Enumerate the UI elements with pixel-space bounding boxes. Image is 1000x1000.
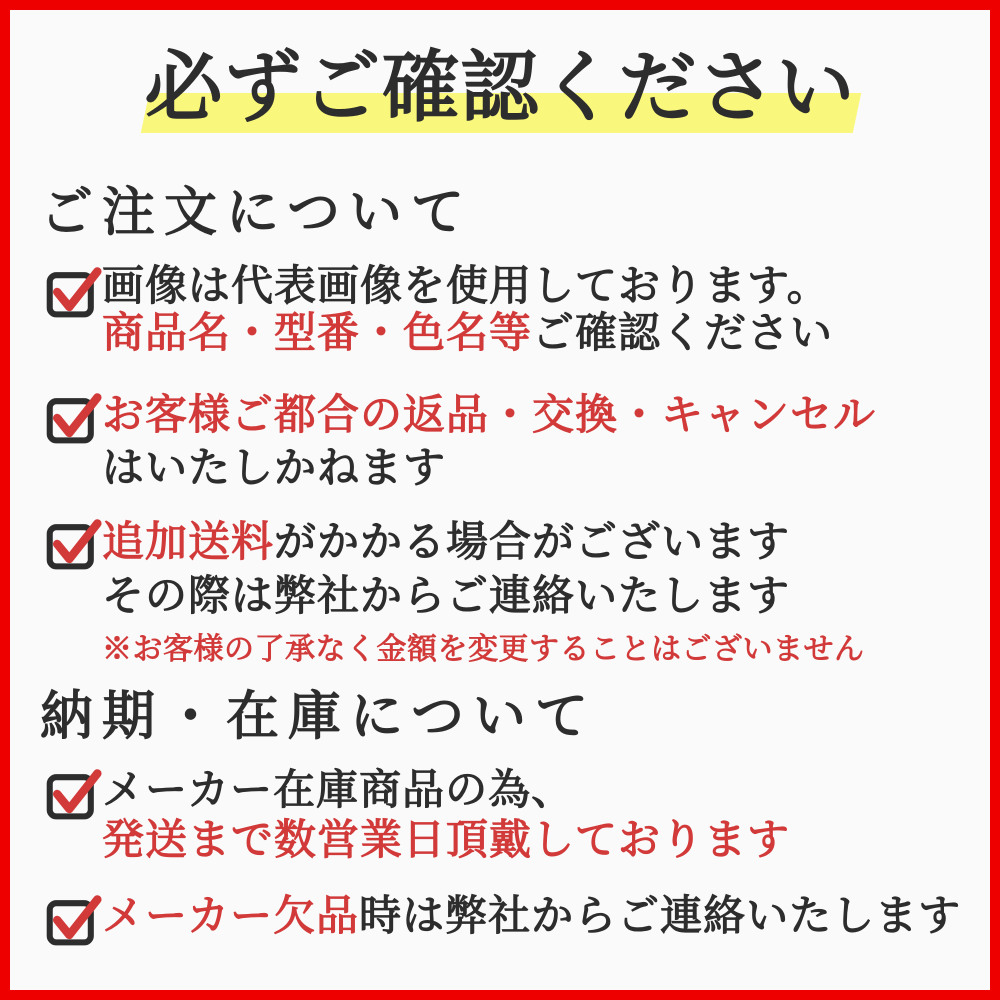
text-segment-black: その際は弊社からご連絡いたします bbox=[102, 574, 791, 620]
item-line bbox=[102, 516, 865, 570]
text-segment-red: 追加送料 bbox=[102, 520, 275, 566]
item-line bbox=[102, 390, 876, 443]
page-title: 必ずご確認ください bbox=[144, 44, 856, 131]
text-segment-black: がかかる場合がございます bbox=[274, 520, 791, 566]
item-text bbox=[102, 264, 833, 358]
checklist-item-extra-shipping bbox=[46, 516, 865, 668]
text-segment-black: はいたしかねます bbox=[102, 446, 447, 492]
text-segment-red: メーカー欠品 bbox=[102, 894, 360, 940]
item-line bbox=[102, 311, 833, 358]
item-line bbox=[102, 816, 790, 866]
item-text bbox=[102, 892, 961, 942]
section-heading-stock: 納期・在庫について bbox=[40, 688, 597, 746]
checklist-item-maker-stock bbox=[46, 766, 790, 866]
item-text bbox=[102, 516, 865, 668]
item-note: ※お客様の了承なく金額を変更することはございません bbox=[102, 633, 865, 666]
text-segment-black: 画像は代表画像を使用しております。 bbox=[102, 264, 830, 310]
checklist-item-maker-out-of-stock bbox=[46, 892, 961, 947]
red-check-checkbox-icon bbox=[46, 391, 102, 445]
red-check-checkbox-icon bbox=[46, 265, 102, 319]
checklist-item-no-returns bbox=[46, 390, 876, 496]
item-line bbox=[102, 892, 961, 942]
item-line bbox=[102, 264, 833, 311]
text-segment-black: ご確認ください bbox=[532, 311, 834, 357]
item-line bbox=[102, 443, 876, 496]
red-check-checkbox-icon bbox=[46, 893, 102, 947]
item-line bbox=[102, 570, 865, 624]
text-segment-black: 時は弊社からご連絡いたします bbox=[359, 894, 962, 940]
item-line bbox=[102, 766, 790, 816]
text-segment-black: メーカー在庫商品の為、 bbox=[102, 768, 575, 814]
checklist-item-representative-image bbox=[46, 264, 833, 358]
red-check-checkbox-icon bbox=[46, 767, 102, 821]
title-block bbox=[10, 34, 990, 142]
item-text bbox=[102, 766, 790, 866]
section-heading-order: ご注文について bbox=[40, 184, 473, 242]
text-segment-red: 発送まで数営業日頂戴しております bbox=[102, 818, 791, 864]
text-segment-red: 商品名・型番・色名等 bbox=[102, 311, 533, 357]
item-text bbox=[102, 390, 876, 496]
red-check-checkbox-icon bbox=[46, 517, 102, 571]
text-segment-red: お客様ご都合の返品・交換・キャンセル bbox=[102, 393, 877, 439]
